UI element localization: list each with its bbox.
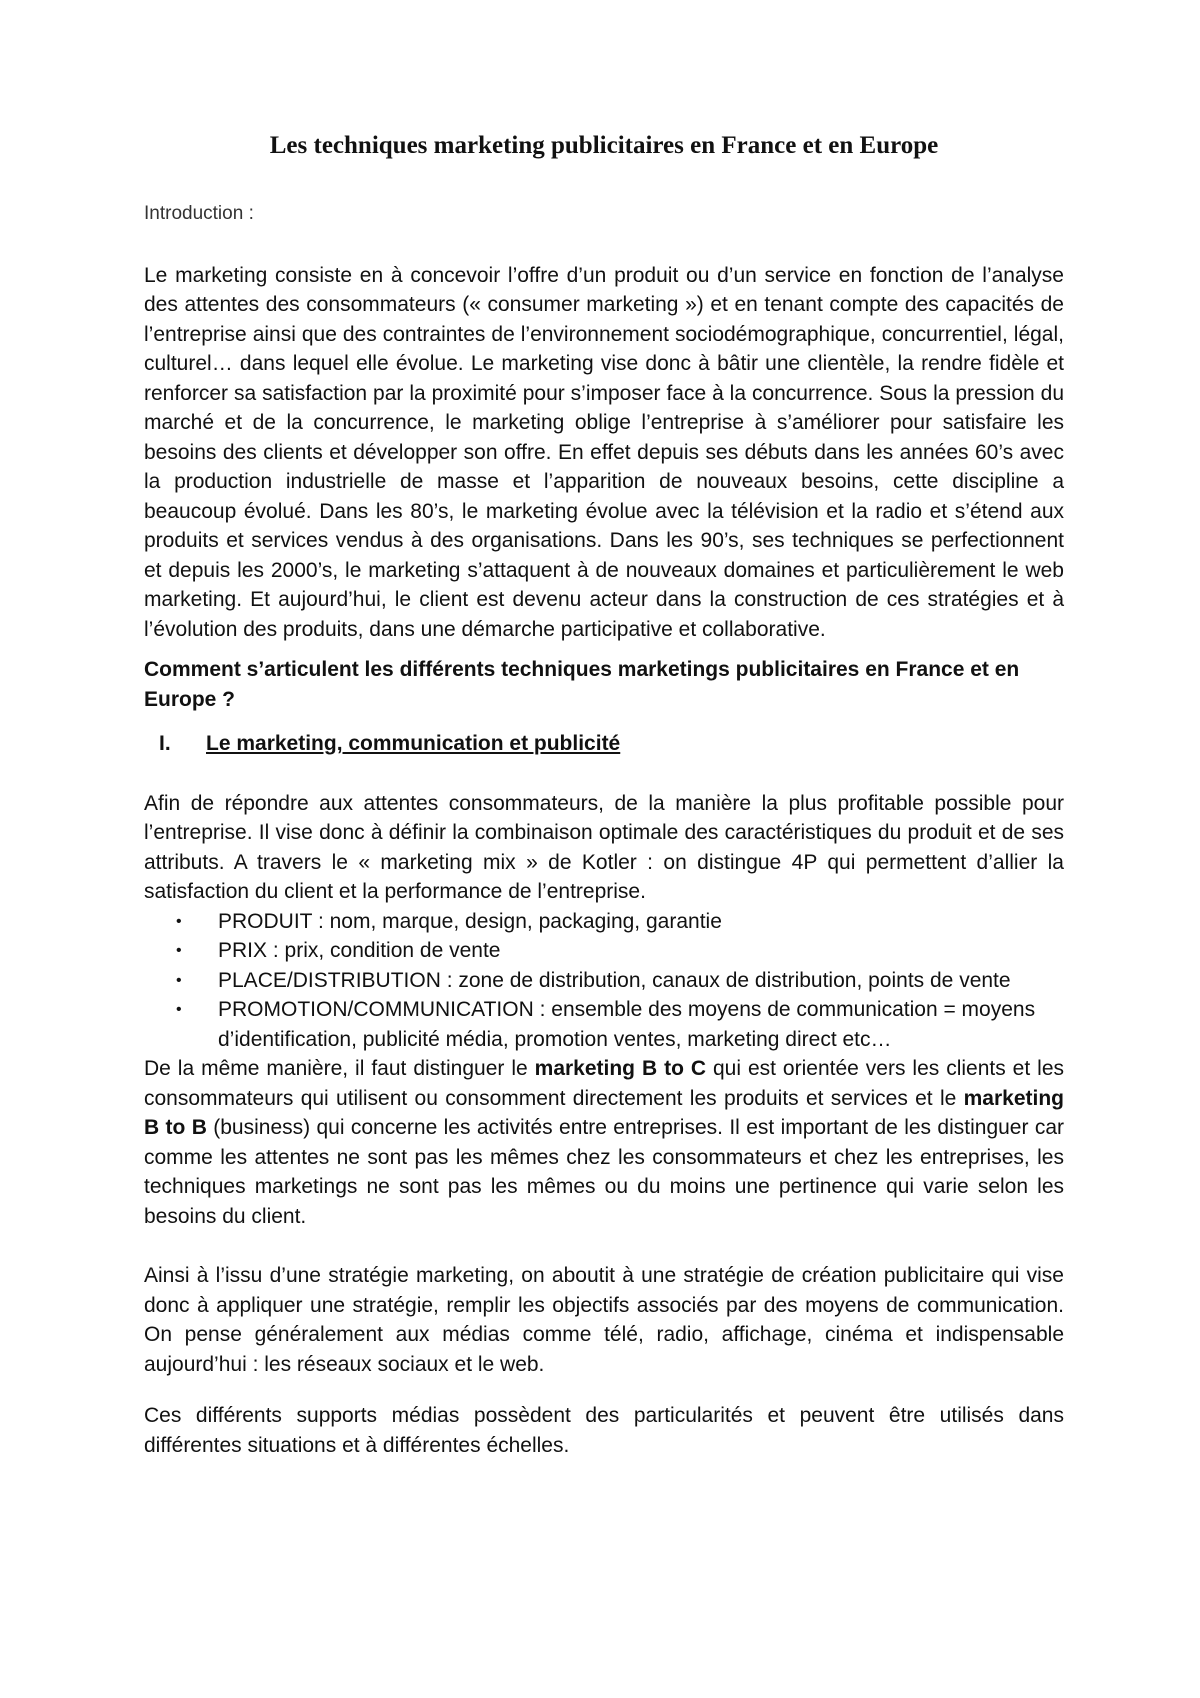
- section-1-paragraph-2: [144, 1054, 1064, 1231]
- document-title: Les techniques marketing publicitaires en France et en Europe: [269, 132, 939, 159]
- introduction-label: Introduction :: [144, 203, 254, 224]
- section-1-number: I.: [159, 732, 171, 755]
- list-item: [176, 966, 1064, 996]
- list-item: [176, 936, 1064, 966]
- list-item: [176, 907, 1064, 937]
- section-1-heading: [144, 729, 1064, 759]
- section-1-paragraph-3: Ainsi à l’issu d’une stratégie marketing, on aboutit à une stratégie de création publicitaire qui vise donc à appliquer une stratégie, remplir les objectifs associés par des moyens de communication. On pense généralement aux médias comme télé, radio, affichage, cinéma et indispensable aujourd’hui : les réseaux sociaux et le web.: [144, 1264, 1064, 1376]
- bullet-icon: •: [176, 942, 182, 959]
- b-to-b-term: marketing B to B: [144, 1086, 1064, 1139]
- list-item-text: PRIX : prix, condition de vente: [218, 939, 501, 962]
- bullet-icon: •: [176, 1001, 182, 1018]
- research-question: Comment s’articulent les différents techniques marketings publicitaires en France et en Europe ?: [144, 658, 1020, 711]
- paragraph-text: (business) qui concerne les activités entre entreprises. Il est important de les distinguer car comme les attentes ne sont pas les mêmes chez les consommateurs et chez les entreprises, les techniques marketings ne sont pas les mêmes ou du moins une pertinence qui varie selon les besoins du client.: [144, 1116, 1065, 1228]
- marketing-mix-list: [144, 907, 1064, 1055]
- document-page: [144, 130, 1064, 1460]
- paragraph-text: qui est orientée vers les clients et les consommateurs qui utilisent ou consomment directement les produits et services et le: [144, 1057, 1064, 1110]
- list-item-text: PRODUIT : nom, marque, design, packaging, garantie: [218, 909, 722, 933]
- list-item: [176, 995, 1064, 1054]
- bullet-icon: •: [176, 912, 182, 930]
- list-item-text: PLACE/DISTRIBUTION : zone de distribution, canaux de distribution, points de vente: [218, 968, 1011, 992]
- intro-paragraph: Le marketing consiste en à concevoir l’offre d’un produit ou d’un service en fonction de l’analyse des attentes des consommateurs (« consumer marketing ») et en tenant compte des capacités de l’entreprise ainsi que des contraintes de l’environnement sociodémographique, concurrentiel, légal, culturel… dans lequel elle évolue. Le marketing vise donc à bâtir une clientèle, la rendre fidèle et renforcer sa satisfaction par la proximité pour s’imposer face à la concurrence. Sous la pression du marché et de la concurrence, le marketing oblige l’entreprise à s’améliorer pour satisfaire les besoins des clients et développer son offre. En effet depuis ses débuts dans les années 60’s avec la production industrielle de masse et l’apparition de nouveaux besoins, cette discipline a beaucoup évolué. Dans les 80’s, le marketing évolue avec la télévision et la radio et s’étend aux produits et services vendus à des organisations. Dans les 90’s, ses techniques se perfectionnent et depuis les 2000’s, le marketing s’attaquent à de nouveaux domaines et particulièrement le web marketing. Et aujourd’hui, le client est devenu acteur dans la construction de ces stratégies et à l’évolution des produits, dans une démarche participative et collaborative.: [144, 263, 1064, 641]
- list-item-text: PROMOTION/COMMUNICATION : ensemble des moyens de communication = moyens d’identification, publicité média, promotion ventes, marketing direct etc…: [218, 998, 1036, 1051]
- paragraph-text: De la même manière, il faut distinguer le: [144, 1057, 535, 1080]
- bullet-icon: •: [176, 971, 182, 989]
- section-1-paragraph-1: Afin de répondre aux attentes consommateurs, de la manière la plus profitable possible pour l’entreprise. Il vise donc à définir la combinaison optimale des caractéristiques du produit et de ses attributs. A travers le « marketing mix » de Kotler : on distingue 4P qui permettent d’allier la satisfaction du client et la performance de l’entreprise.: [144, 791, 1064, 903]
- b-to-c-term: marketing B to C: [534, 1057, 707, 1080]
- section-1-title: Le marketing, communication et publicité: [206, 732, 621, 755]
- section-1-paragraph-4: Ces différents supports médias possèdent des particularités et peuvent être utilisés dans différentes situations et à différentes échelles.: [144, 1404, 1064, 1457]
